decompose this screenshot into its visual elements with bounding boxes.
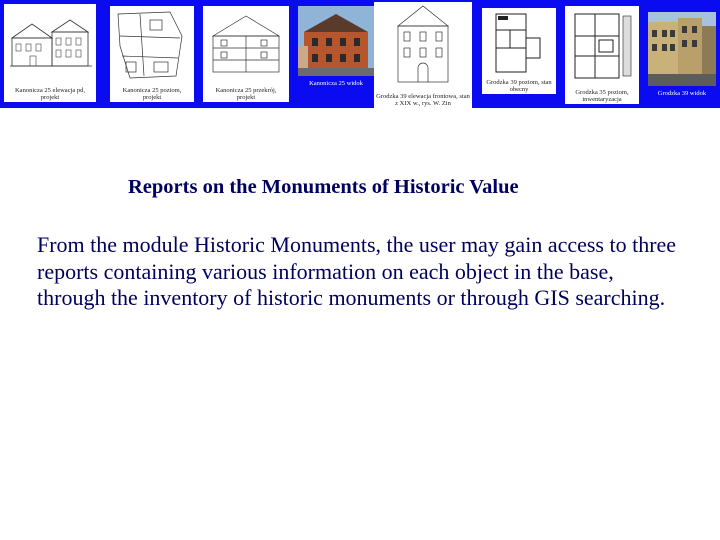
thumbnail-caption: Grodzka 35 poziom, inwentaryzacja bbox=[575, 89, 629, 103]
thumbnail-plan-drawing bbox=[110, 6, 194, 102]
thumbnail-elevation-drawing bbox=[4, 4, 96, 102]
elevation-drawing-image bbox=[4, 4, 96, 84]
thumbnail-caption: Kanonicza 25 widok bbox=[309, 80, 363, 87]
floor-plan-image bbox=[482, 8, 556, 78]
thumbnail-caption: Kanonicza 25 elewacja pd, projekt bbox=[14, 87, 86, 101]
thumbnail-caption: Grodzka 39 widok bbox=[657, 90, 707, 97]
thumbnail-banner bbox=[0, 0, 720, 108]
section-drawing-image bbox=[203, 6, 289, 84]
street-photo-image bbox=[648, 12, 716, 86]
thumbnail-section-drawing bbox=[203, 6, 289, 102]
thumbnail-building-photo bbox=[298, 6, 374, 88]
thumbnail-inventory-plan bbox=[565, 6, 639, 104]
thumbnail-caption: Kanonicza 25 przekrój, projekt bbox=[215, 87, 277, 101]
thumbnail-street-photo bbox=[648, 12, 716, 98]
body-paragraph: From the module Historic Monuments, the user may gain access to three reports containing various information on each object in the base, through the inventory of historic monuments or through GIS searching. bbox=[37, 232, 677, 310]
page-title: Reports on the Monuments of Historic Value bbox=[128, 176, 519, 198]
building-photo-image bbox=[298, 6, 374, 76]
plan-drawing-image bbox=[110, 6, 194, 84]
thumbnail-caption: Grodzka 39 poziom, stan obecny bbox=[486, 79, 552, 93]
thumbnail-floor-plan bbox=[482, 8, 556, 94]
facade-drawing-image bbox=[374, 2, 472, 86]
thumbnail-facade-drawing bbox=[374, 2, 472, 108]
inventory-plan-image bbox=[565, 6, 639, 86]
thumbnail-caption: Grodzka 39 elewacja frontowa, stan z XIX w., rys. W. Zin bbox=[376, 93, 470, 107]
thumbnail-caption: Kanonicza 25 poziom, projekt bbox=[122, 87, 182, 101]
